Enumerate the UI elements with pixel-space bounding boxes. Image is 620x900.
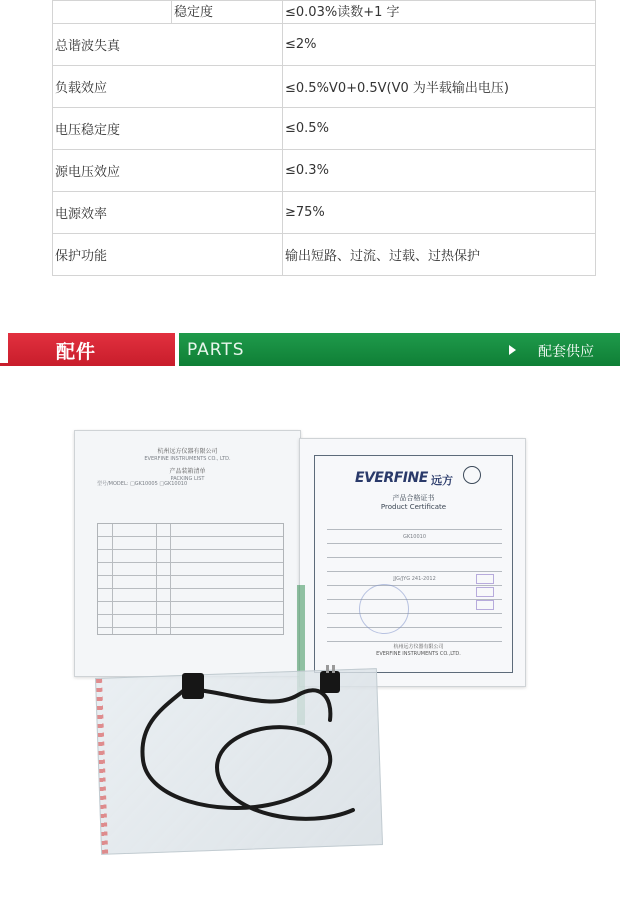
arrow-right-icon	[509, 345, 516, 355]
row-label: 电压稳定度	[53, 108, 283, 150]
certificate-frame	[314, 455, 513, 673]
row-value: ≤0.03%读数+1 字	[283, 1, 596, 24]
brand-logo: EVERFINE	[355, 470, 428, 486]
row-label-cell	[53, 1, 283, 24]
section-banner	[0, 333, 620, 366]
certificate-title-en: Product Certificate	[380, 503, 447, 511]
seal-icon	[463, 466, 481, 484]
row-value: ≤0.5%V0+0.5V(V0 为半载输出电压)	[283, 66, 596, 108]
banner-red-block	[8, 333, 175, 366]
row-value: ≥75%	[283, 192, 596, 234]
row-label: 源电压效应	[53, 150, 283, 192]
packing-list-title-en: PACKING LIST	[170, 476, 205, 482]
certificate-title	[315, 494, 512, 512]
row-value: 输出短路、过流、过载、过热保护	[283, 234, 596, 276]
banner-right-label: 配套供应	[538, 344, 594, 360]
row-label: 负载效应	[53, 66, 283, 108]
certificate-model: GK10010	[327, 534, 502, 544]
section-title-cn: 配件	[56, 341, 97, 363]
inspector-stamp-icon	[476, 574, 494, 584]
packing-list-model: 型号/MODEL: □GK10005 □GK10010	[97, 481, 188, 487]
packing-list-title: 产品装箱清单	[169, 468, 206, 475]
section-title-en: PARTS	[187, 340, 245, 360]
table-row	[53, 234, 596, 276]
accessories-photo	[0, 375, 620, 900]
certificate-page	[299, 438, 526, 687]
table-row	[53, 108, 596, 150]
row-sublabel: 稳定度	[174, 5, 214, 20]
certificate-footer	[335, 644, 502, 658]
operator-stamp-icon	[476, 600, 494, 610]
row-label: 电源效率	[53, 192, 283, 234]
table-row	[53, 150, 596, 192]
certificate-title-cn: 产品合格证书	[392, 494, 435, 502]
table-row	[53, 66, 596, 108]
table-row	[53, 1, 596, 24]
table-row	[53, 24, 596, 66]
row-label: 总谐波失真	[53, 24, 283, 66]
banner-accent	[0, 363, 8, 366]
packing-list-table	[97, 523, 284, 635]
certificate-standard: JJG/JYG 241-2012	[327, 576, 502, 586]
table-row	[53, 192, 596, 234]
row-value: ≤0.3%	[283, 150, 596, 192]
packing-list-header	[75, 447, 300, 483]
spec-table	[52, 0, 596, 276]
qc-stamp-icon	[359, 584, 409, 634]
certificate-footer-en: EVERFINE INSTRUMENTS CO.,LTD.	[376, 651, 461, 657]
company-name-cn: 杭州远方仪器有限公司	[157, 448, 218, 455]
company-name-en: EVERFINE INSTRUMENTS CO., LTD.	[144, 456, 231, 462]
packing-list-page	[74, 430, 301, 677]
row-label: 保护功能	[53, 234, 283, 276]
banner-green-block	[179, 333, 620, 366]
row-value: ≤0.5%	[283, 108, 596, 150]
checker-stamp-icon	[476, 587, 494, 597]
brand-logo-cn: 远方	[431, 474, 453, 487]
row-value: ≤2%	[283, 24, 596, 66]
certificate-footer-cn: 杭州远方仪器有限公司	[393, 644, 444, 650]
power-cable-icon	[98, 665, 398, 845]
